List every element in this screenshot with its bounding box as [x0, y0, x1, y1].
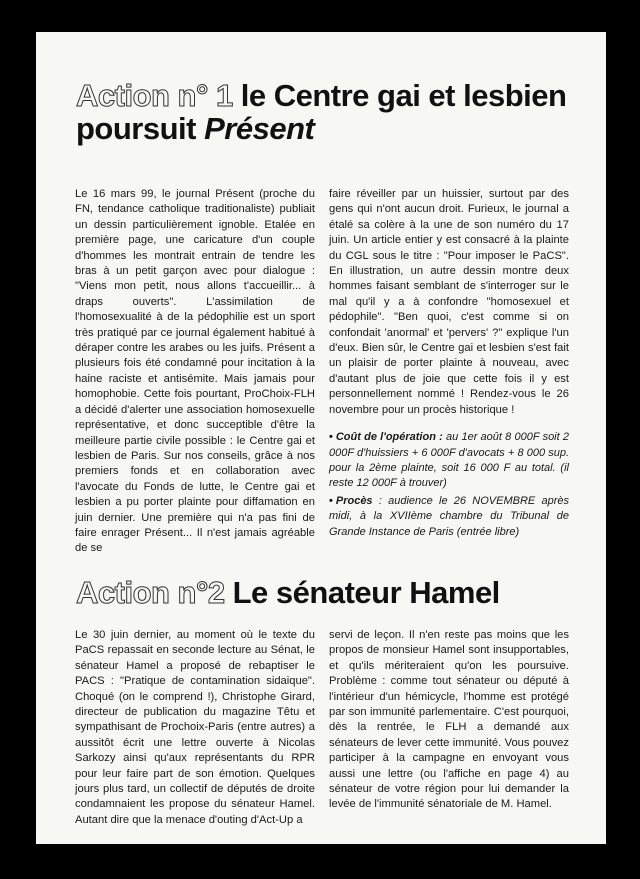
bullet-cost-text: au 1er août 8 000F soit 2 000F d'huissiers + 6 000F d'avocats + 8 000 sup. pour la 2ème plainte, soit 16 000 F au total. (il reste 12 000F à trouver) [329, 431, 570, 490]
bullet-dot: • [329, 494, 333, 507]
action1-column-right [329, 187, 569, 542]
bullet-trial-lead: Procès [335, 494, 373, 507]
action2-column-left [75, 628, 315, 828]
action1-title-italic: Présent [204, 110, 315, 146]
action2-title: Le sénateur Hamel [232, 575, 500, 610]
action1-paragraph-left: Le 16 mars 99, le journal Présent (proche du FN, tendance catholique traditionaliste) publiait un dessin particulièrement ignoble. Etalée en première page, une caricature d'un couple d'hommes les montrait entrain de tendre les bras à un petit garçon avec pour dialogue : "Viens mon petit, nous allons t'accueillir... à draps ouverts". L'assimilation de l'homosexualité à de la pédophilie est un sport très pratiqué par ce journal également habitué à déraper contre les arabes ou les juifs. Présent a plusieurs fois été condamné pour incitation à la haine raciste et antisémite. Mais jamais pour homophobie. Cette fois pourtant, ProChoix-FLH a décidé d'alerter une association homosexuelle représentative, et donc succeptible d'être la meilleure partie civile possible : le Centre gai et lesbien de Paris. Sur nos conseils, grâce à nos premiers fonds et en collaboration avec l'avocate du Fonds de lutte, le Centre gai et lesbien a pu porter plainte pour diffamation en juin dernier. Une première qui n'a pas fini de faire enrager Présent... Il n'est jamais agréable de se [75, 188, 315, 555]
bullet-trial [329, 494, 569, 540]
action1-heading [76, 80, 576, 145]
action2-heading [76, 577, 576, 610]
action1-column-left [75, 187, 315, 557]
action2-paragraph-right: servi de leçon. Il n'en reste pas moins que les propos de monsieur Hamel sont insupportables, et qu'ils mériteraient qu'on les poursuive. Problème : comme tout sénateur ou député à l'intérieur d'un hémicycle, l'homme est protégé par son immunité parlementaire. C'est pourquoi, dès la rentrée, le FLH a demandé aux sénateurs de lever cette immunité. Vous pouvez participer à la campagne en envoyant vous aussi une lettre (ou l'affiche en page 4) au sénateur de votre région pour lui demander la levée de l'immunité sénatoriale de M. Hamel. [329, 629, 569, 811]
action2-column-right [329, 628, 569, 813]
action2-paragraph-left: Le 30 juin dernier, au moment où le texte du PaCS repassait en seconde lecture au Sénat, le sénateur Hamel a proposé de rebaptiser le PACS : "Pratique de contamination sidaique". Choqué (on le comprend !), Christophe Girard, directeur de publication du magazine Têtu et sympathisant de Prochoix-Paris (entre autres) a aussitôt écrit une lettre ouverte à Nicolas Sarkozy ainsi qu'aux représentants du RPR pour leur faire part de son émotion. Quelques jours plus tard, un collectif de députés de droite condamnaient les propose du sénateur Hamel. Autant dire que la menace d'outing d'Act-Up a [75, 629, 315, 826]
action1-title-part2: poursuit [76, 110, 196, 146]
document-page [36, 32, 606, 844]
action2-prefix: Action n°2 [76, 575, 225, 610]
bullet-trial-text: : audience le 26 NOVEMBRE après midi, à la XVIIème chambre du Tribunal de Grande Instance de Paris (entrée libre) [329, 494, 569, 538]
bullet-cost [329, 430, 569, 492]
action1-title-part1: le Centre gai et lesbien [240, 78, 567, 113]
bullet-dot: • [329, 431, 333, 444]
action1-bullets [329, 430, 569, 540]
action1-prefix: Action n° 1 [76, 78, 233, 113]
action1-paragraph-right: faire réveiller par un huissier, surtout par des gens qui n'ont aucun droit. Furieux, le journal a étalé sa colère à la une de son numéro du 17 juin. Un article entier y est consacré à la plainte du CGL sous le titre : "Pour imposer le PaCS". En illustration, un autre dessin montre deux hommes faisant semblant de s'interroger sur le mal qu'il y a à confondre "homosexuel et pédophile". "Ben quoi, c'est comme si on confondait 'anormal' et 'pervers' ?" explique l'un d'eux. Bien sûr, le Centre gai et lesbien s'est fait un plaisir de porter plainte à nouveau, avec d'autant plus de joie que cette fois il y est personnellement nommé ! Rendez-vous le 26 novembre pour un procès historique ! [329, 188, 569, 416]
bullet-cost-lead: Coût de l'opération : [335, 431, 443, 444]
